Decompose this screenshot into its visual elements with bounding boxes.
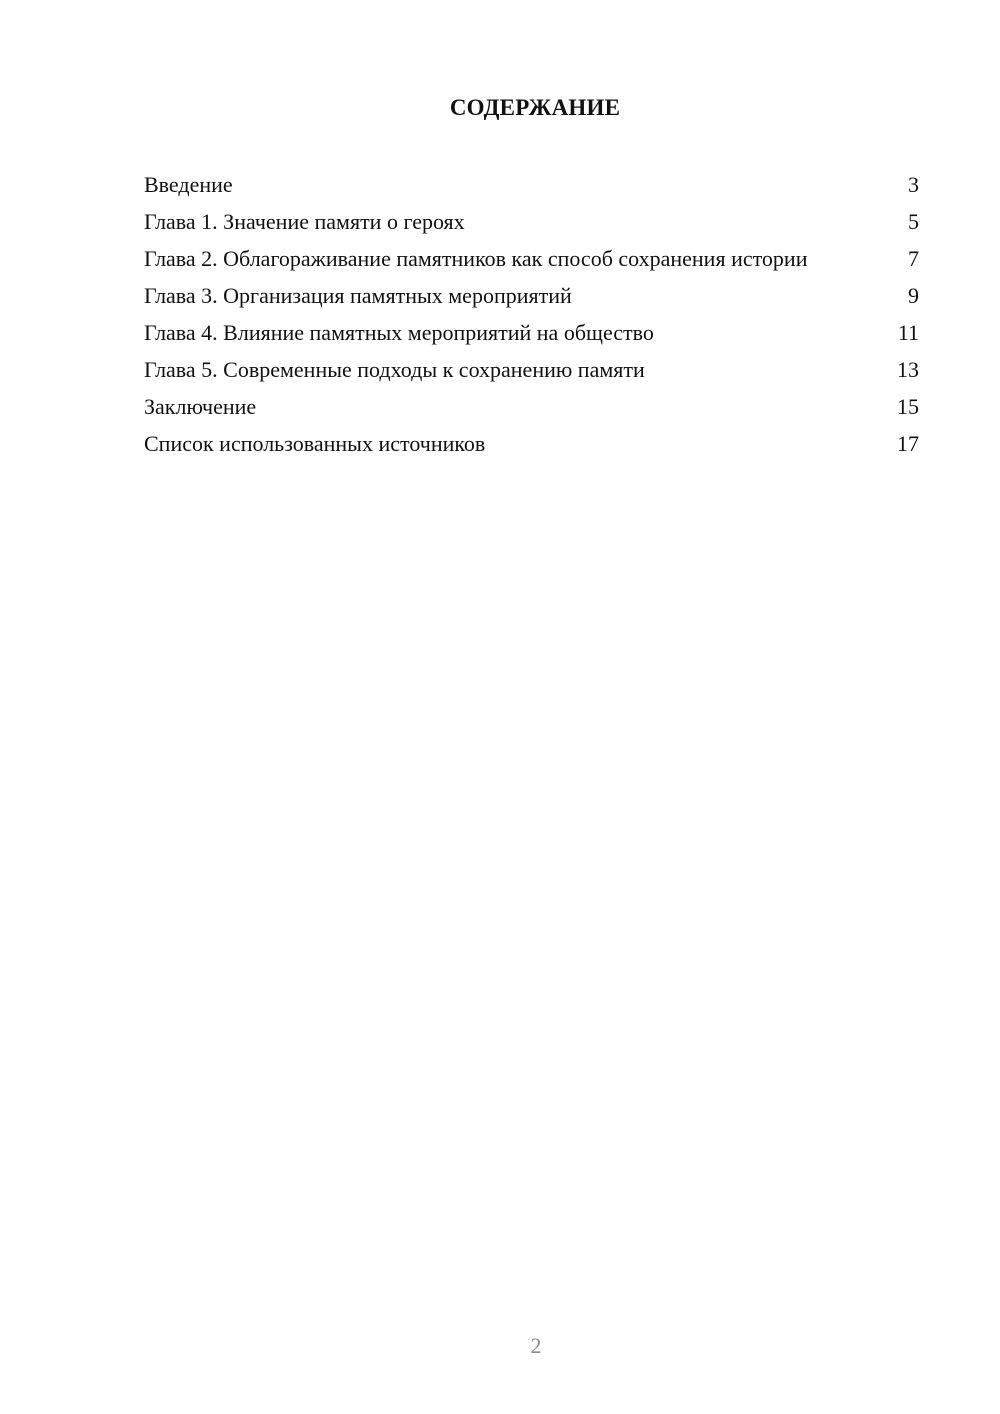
toc-entry-page: 7 [908, 246, 919, 271]
toc-entry-label: Глава 3. Организация памятных мероприятий [144, 283, 572, 308]
toc-entry-page: 9 [908, 283, 919, 308]
toc-entry-references [144, 429, 919, 459]
toc-entry-label: Заключение [144, 394, 257, 419]
toc-entry-label: Глава 5. Современные подходы к сохранению памяти [144, 357, 645, 382]
page-title: СОДЕРЖАНИЕ [449, 95, 621, 120]
toc-entry-page: 17 [897, 431, 919, 456]
toc-entry-page: 15 [897, 394, 919, 419]
toc-entry-page: 3 [908, 172, 919, 197]
toc-entry-label: Список использованных источников [144, 431, 486, 456]
toc-entry-label: Глава 2. Облагораживание памятников как способ сохранения истории [144, 246, 808, 271]
toc-entry-chapter-4 [144, 318, 919, 348]
toc-entry-page: 11 [897, 320, 919, 345]
toc-entry-chapter-2 [144, 244, 919, 274]
toc-entry-chapter-1 [144, 207, 919, 237]
table-of-contents [144, 170, 919, 466]
toc-entry-introduction [144, 170, 919, 200]
toc-entry-conclusion [144, 392, 919, 422]
toc-entry-label: Введение [144, 172, 233, 197]
toc-entry-page: 5 [908, 209, 919, 234]
toc-entry-chapter-3 [144, 281, 919, 311]
toc-entry-label: Глава 4. Влияние памятных мероприятий на общество [144, 320, 654, 345]
toc-entry-label: Глава 1. Значение памяти о героях [144, 209, 465, 234]
page-number: 2 [530, 1333, 542, 1358]
toc-entry-chapter-5 [144, 355, 919, 385]
toc-entry-page: 13 [897, 357, 919, 382]
